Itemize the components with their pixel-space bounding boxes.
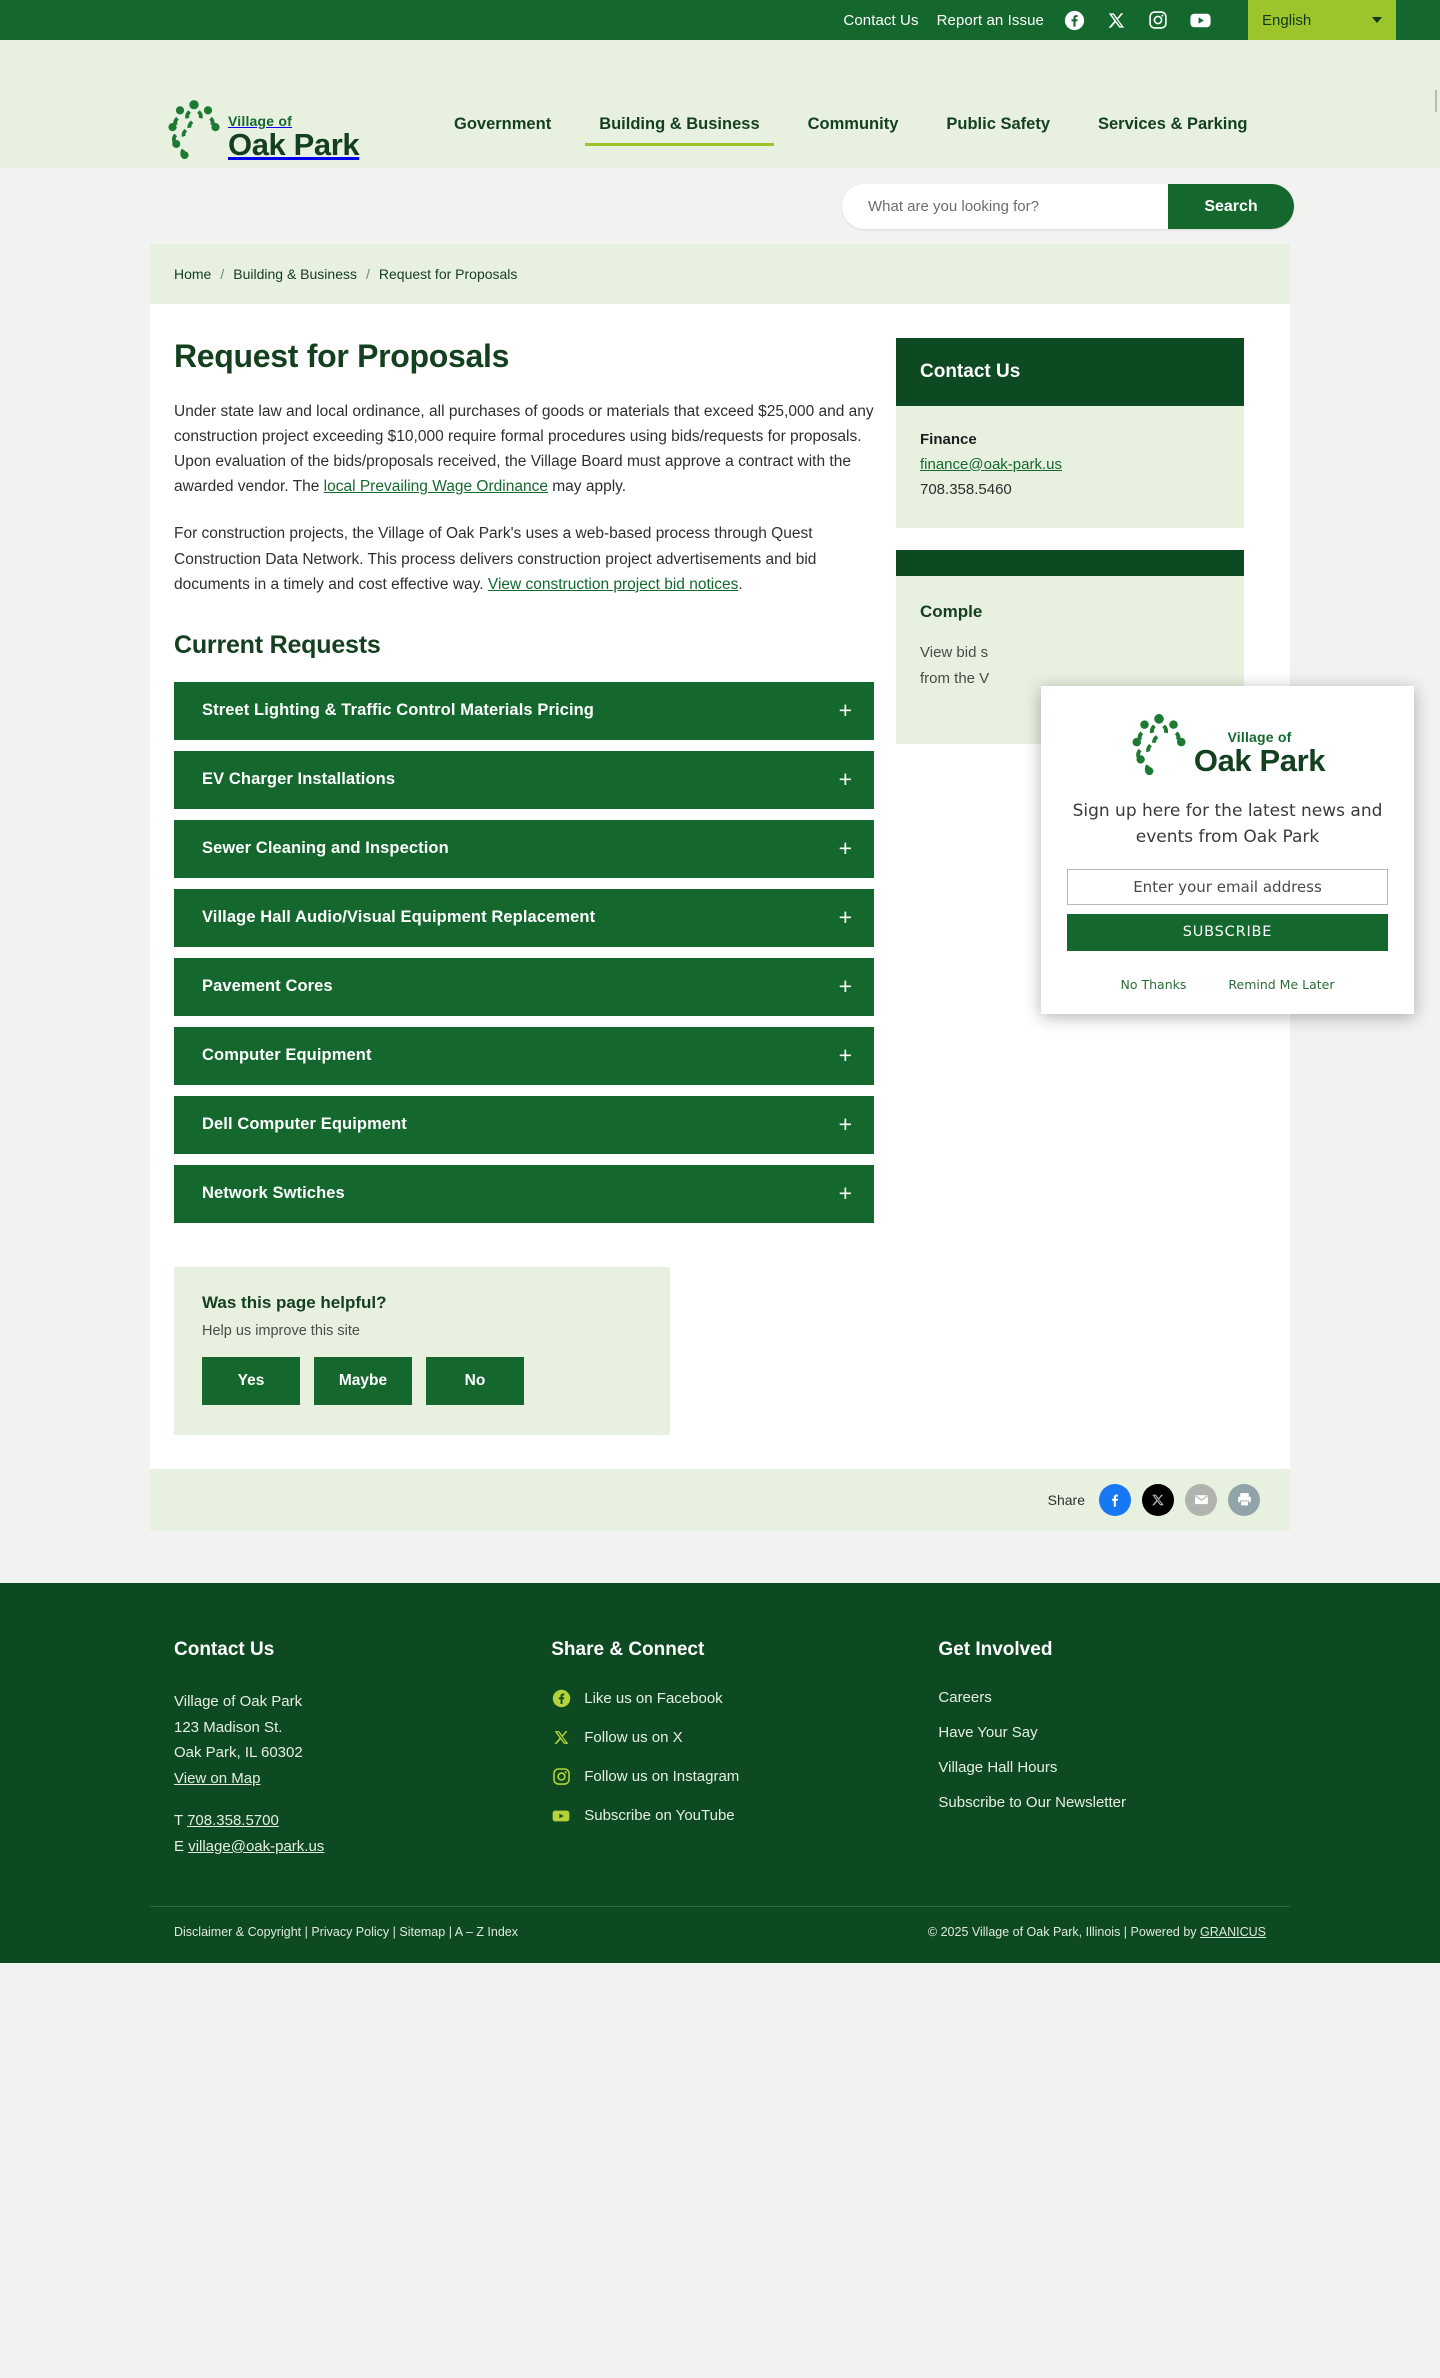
contact-phone: 708.358.5460 [920,480,1012,498]
footer-youtube-label: Subscribe on YouTube [584,1807,735,1825]
footer-phone-prefix: T [174,1811,183,1829]
footer-facebook-label: Like us on Facebook [584,1690,723,1708]
nav-item-public-safety[interactable]: Public Safety [946,115,1050,133]
search-button[interactable]: Search [1168,184,1294,229]
search-box [842,184,1294,229]
current-requests-accordion [174,682,874,1223]
facebook-share-icon[interactable] [1099,1484,1131,1516]
footer-legal-separator: | [448,1924,452,1939]
instagram-icon [551,1767,571,1787]
feedback-title: Was this page helpful? [202,1292,387,1312]
footer-phone-link[interactable]: 708.358.5700 [187,1811,279,1829]
plus-icon: + [838,904,852,931]
construction-bid-notices-link[interactable]: View construction project bid notices [487,575,739,593]
footer-legal-separator: | [304,1924,308,1939]
feedback-buttons [202,1357,642,1405]
nav-item-government[interactable]: Government [454,115,552,133]
footer-instagram-label: Follow us on Instagram [584,1768,740,1786]
breadcrumb-separator: / [366,266,370,282]
plus-icon: + [838,1180,852,1207]
section-title-current-requests: Current Requests [174,630,381,659]
feedback-subtitle: Help us improve this site [202,1322,360,1339]
paragraph-1-text-after: may apply. [547,478,627,496]
share-bar [150,1469,1290,1531]
footer-contact-column [174,1639,551,1860]
modal-logo-village-of: Village of [1227,729,1292,745]
footer-contact-heading: Contact Us [174,1638,275,1660]
plus-icon: + [838,1042,852,1069]
chevron-down-icon [1372,17,1382,23]
subscribe-button[interactable]: SUBSCRIBE [1067,914,1388,951]
footer-get-involved-links [938,1689,1266,1811]
remind-me-later-link[interactable]: Remind Me Later [1228,976,1335,992]
logo-oak-park: Oak Park [228,127,360,162]
breadcrumb-separator: / [220,266,225,282]
language-selector-value: English [1262,11,1312,29]
contact-us-card-heading: Contact Us [896,338,1244,406]
footer-facebook-link[interactable] [551,1689,938,1709]
footer-share-connect-heading: Share & Connect [551,1638,705,1660]
site-logo[interactable] [166,98,359,160]
x-share-icon[interactable] [1142,1484,1174,1516]
youtube-icon [551,1806,571,1826]
footer-legal-separator: | [392,1924,396,1939]
secondary-card-line-1: View bid s [920,644,989,662]
feedback-yes-button[interactable]: Yes [202,1357,300,1405]
footer-org-name: Village of Oak Park [174,1692,303,1710]
x-icon [551,1728,571,1748]
footer-copyright-text: © 2025 Village of Oak Park, Illinois | Powered by [927,1924,1201,1939]
facebook-icon [551,1689,571,1709]
x-icon[interactable] [1104,8,1128,32]
accordion-item-computer-equipment[interactable] [174,1027,874,1085]
youtube-icon[interactable] [1188,8,1212,32]
newsletter-email-input[interactable] [1067,869,1388,905]
language-selector[interactable] [1248,0,1396,40]
footer-share-connect-column [551,1639,938,1860]
footer-spacer [174,1792,551,1808]
footer-street: 123 Madison St. [174,1718,283,1736]
breadcrumb-item-home[interactable]: Home [174,266,212,282]
footer-link-village-hall-hours[interactable]: Village Hall Hours [938,1758,1058,1776]
plus-icon: + [838,697,852,724]
plus-icon: + [838,766,852,793]
footer-link-a-z-index[interactable]: A – Z Index [454,1924,518,1939]
footer-link-privacy-policy[interactable]: Privacy Policy [311,1924,390,1939]
accordion-label: Sewer Cleaning and Inspection [202,839,449,858]
footer-link-have-your-say[interactable]: Have Your Say [938,1723,1038,1741]
accordion-label: Street Lighting & Traffic Control Materials Pricing [202,701,594,720]
footer-bottom-bar [150,1906,1290,1963]
footer-get-involved-column [938,1639,1266,1860]
masthead [0,40,1440,168]
footer-link-sitemap[interactable]: Sitemap [399,1924,446,1939]
page-feedback-widget [174,1267,670,1435]
nav-item-services-parking[interactable]: Services & Parking [1098,115,1248,133]
breadcrumb-item-current: Request for Proposals [378,266,518,282]
accordion-label: Pavement Cores [202,977,333,996]
accordion-item-network-switches[interactable] [174,1165,874,1223]
footer-legal-links [174,1925,518,1939]
footer-city-state-zip: Oak Park, IL 60302 [174,1744,303,1762]
utility-bar [0,0,1440,40]
accordion-item-ev-charger[interactable] [174,751,874,809]
main-navigation [430,115,1272,146]
page-title: Request for Proposals [174,338,510,374]
scrollbar-indicator[interactable] [1435,90,1437,112]
footer-view-on-map-link[interactable]: View on Map [174,1770,261,1788]
accordion-item-village-hall-av[interactable] [174,889,874,947]
contact-department: Finance [920,431,977,448]
search-input[interactable] [842,184,1168,229]
footer-x-link[interactable] [551,1728,938,1748]
instagram-icon[interactable] [1146,8,1170,32]
nav-item-building-business[interactable]: Building & Business [575,115,783,146]
feedback-no-button[interactable]: No [426,1357,524,1405]
logo-wordmark [228,114,359,160]
oak-park-tree-logo-icon [1130,712,1188,776]
footer-granicus-link[interactable]: GRANICUS [1200,1924,1266,1939]
footer-link-careers[interactable]: Careers [938,1688,992,1706]
footer-instagram-link[interactable] [551,1767,938,1787]
prevailing-wage-ordinance-link[interactable]: local Prevailing Wage Ordinance [323,478,548,496]
footer-x-label: Follow us on X [584,1729,683,1747]
utility-link-contact-us[interactable]: Contact Us [843,11,919,29]
no-thanks-link[interactable]: No Thanks [1120,976,1187,992]
email-share-icon[interactable] [1185,1484,1217,1516]
print-icon[interactable] [1228,1484,1260,1516]
footer-columns [150,1639,1290,1860]
accordion-item-sewer-cleaning[interactable] [174,820,874,878]
footer-email-prefix: E [174,1837,185,1855]
accordion-item-street-lighting[interactable] [174,682,874,740]
utility-link-report-an-issue[interactable]: Report an Issue [936,11,1044,29]
feedback-maybe-button[interactable]: Maybe [314,1357,412,1405]
accordion-label: Computer Equipment [202,1046,372,1065]
contact-email-link[interactable]: finance@oak-park.us [920,455,1062,473]
accordion-label: Village Hall Audio/Visual Equipment Replacement [202,908,596,927]
accordion-label: EV Charger Installations [202,770,396,789]
footer-get-involved-heading: Get Involved [938,1638,1053,1660]
secondary-card-title: Comple [920,602,983,622]
accordion-label: Network Swtiches [202,1184,345,1203]
nav-item-community[interactable]: Community [807,115,899,133]
footer-copyright [928,1925,1266,1939]
oak-park-tree-logo-icon [166,98,222,160]
modal-logo-oak-park: Oak Park [1193,743,1326,778]
plus-icon: + [838,1111,852,1138]
share-label: Share [1047,1491,1085,1508]
contact-us-card-body [896,406,1244,528]
plus-icon: + [838,835,852,862]
paragraph-1-text-before: Under state law and local ordinance, all purchases of goods or materials that exceed $25,000 and any construction project exceeding $10,000 require formal procedures using bids/requests for proposals. Upon evaluation of the bids/proposals received, the Village Board must approve a contract with the awarded vendor. The [174,403,874,496]
footer-youtube-link[interactable] [551,1806,938,1826]
accordion-label: Dell Computer Equipment [202,1115,407,1134]
site-footer [0,1583,1440,1963]
utility-bar-inner [843,0,1440,40]
footer-link-disclaimer-copyright[interactable]: Disclaimer & Copyright [174,1924,302,1939]
accordion-item-dell-computer-equipment[interactable] [174,1096,874,1154]
intro-paragraph-2 [174,521,874,596]
footer-email-link[interactable]: village@oak-park.us [188,1837,325,1855]
breadcrumb-item-building-business[interactable]: Building & Business [233,266,357,282]
footer-link-subscribe-newsletter[interactable]: Subscribe to Our Newsletter [938,1793,1126,1811]
breadcrumb [150,244,1290,304]
search-row [0,168,1440,244]
logo-village-of: Village of [228,113,292,129]
secondary-card-heading [896,550,1244,576]
newsletter-signup-modal [1041,686,1414,1014]
main-column [174,338,874,1435]
accordion-item-pavement-cores[interactable] [174,958,874,1016]
secondary-card-line-2: from the V [920,669,990,687]
footer-phone-line [174,1808,551,1834]
modal-logo [1067,712,1388,776]
contact-us-card [896,338,1244,528]
paragraph-2-text-before: For construction projects, the Village of Oak Park's uses a web-based process through Quest Construction Data Network. This process delivers construction project advertisements and bid documents in a timely and cost effective way. [174,525,817,593]
modal-message: Sign up here for the latest news and events from Oak Park [1072,801,1383,848]
modal-logo-wordmark [1194,730,1325,776]
modal-dismiss-links [1067,977,1388,1000]
facebook-icon[interactable] [1062,8,1086,32]
intro-paragraph-1 [174,399,874,499]
footer-email-line [174,1834,551,1860]
paragraph-2-text-after: . [738,575,743,593]
plus-icon: + [838,973,852,1000]
